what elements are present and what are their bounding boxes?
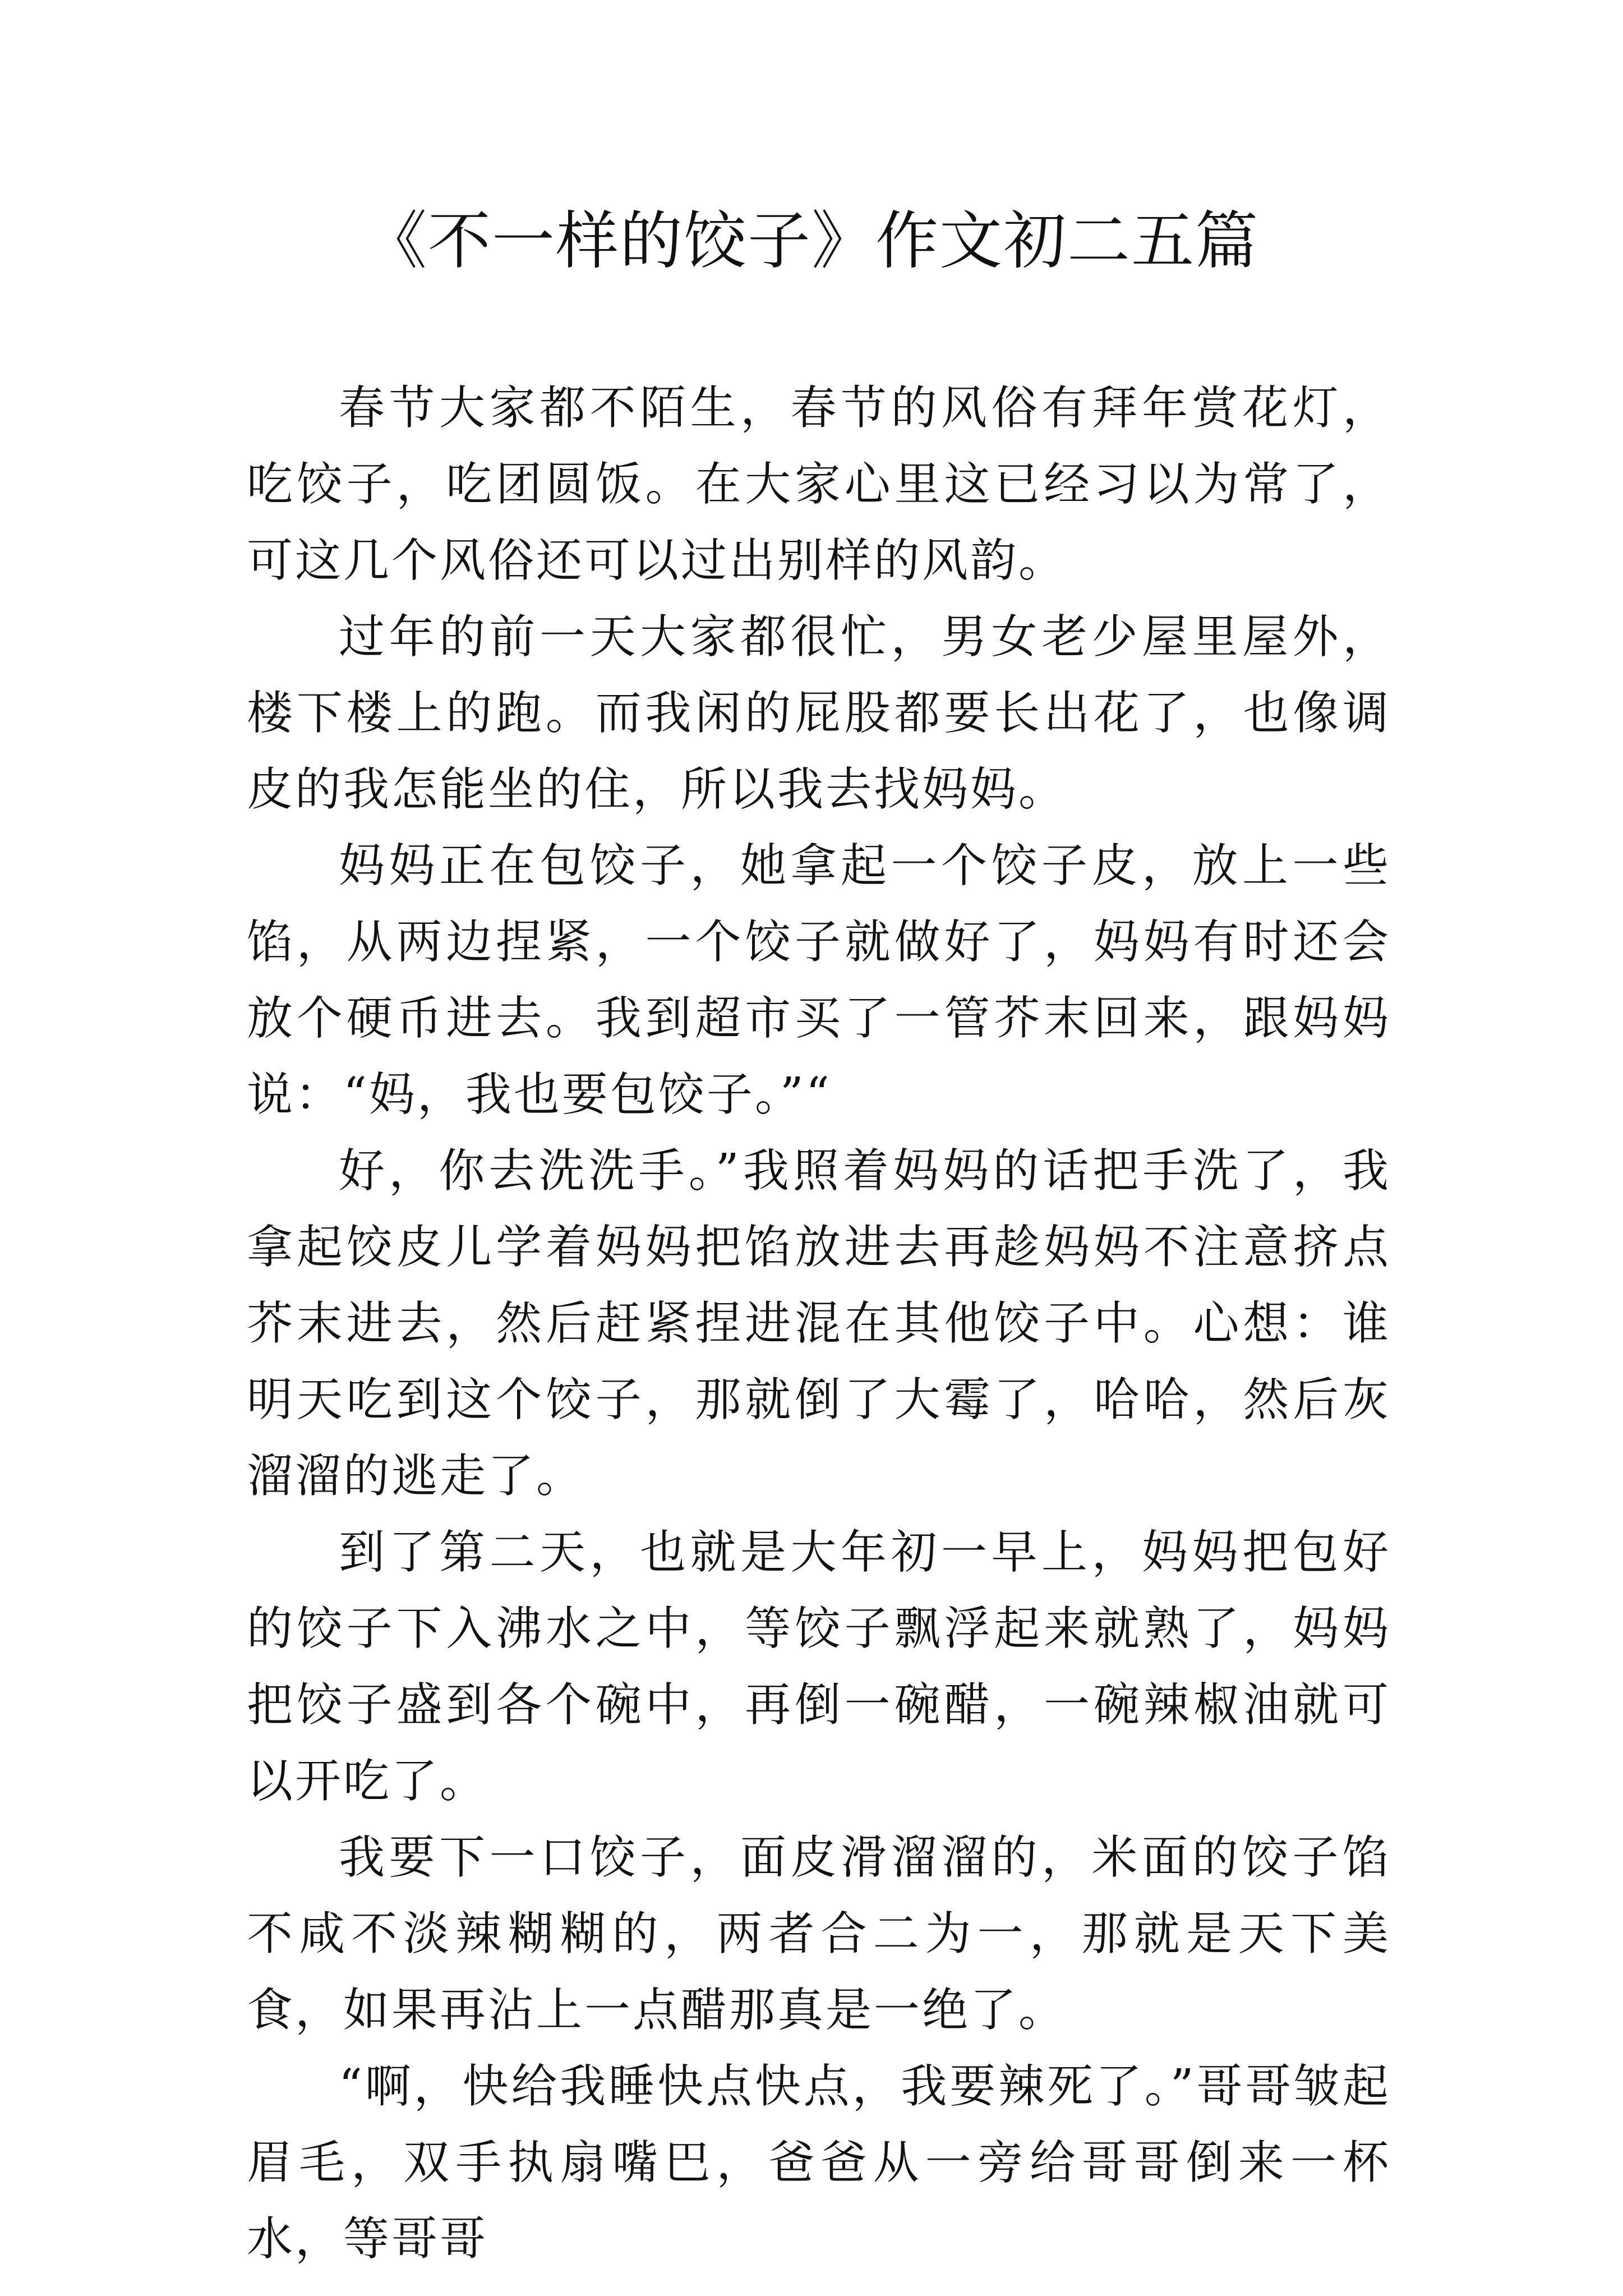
paragraph: 过年的前一天大家都很忙，男女老少屋里屋外，楼下楼上的跑。而我闲的屁股都要长出花了，也像调皮的我怎能坐的住，所以我去找妈妈。	[247, 610, 1391, 816]
paragraph: “啊，快给我睡快点快点，我要辣死了。”哥哥皱起眉毛，双手执扇嘴巴，爸爸从一旁给哥哥倒来一杯水，等哥哥	[247, 2060, 1391, 2266]
paragraph: 春节大家都不陌生，春节的风俗有拜年赏花灯，吃饺子，吃团圆饭。在大家心里这已经习以为常了，可这几个风俗还可以过出别样的风韵。	[247, 381, 1391, 587]
paragraph: 到了第二天，也就是大年初一早上，妈妈把包好的饺子下入沸水之中，等饺子飘浮起来就熟了，妈妈把饺子盛到各个碗中，再倒一碗醋，一碗辣椒油就可以开吃了。	[247, 1526, 1391, 1808]
paragraph: 妈妈正在包饺子，她拿起一个饺子皮，放上一些馅，从两边捏紧，一个饺子就做好了，妈妈有时还会放个硬币进去。我到超市买了一管芥末回来，跟妈妈说：“妈，我也要包饺子。”“	[247, 839, 1391, 1121]
paragraph: 好，你去洗洗手。”我照着妈妈的话把手洗了，我拿起饺皮儿学着妈妈把馅放进去再趁妈妈不注意挤点芥末进去，然后赶紧捏进混在其他饺子中。心想：谁明天吃到这个饺子，那就倒了大霉了，哈哈，然后灰溜溜的逃走了。	[247, 1144, 1391, 1503]
document-title: 《不一样的饺子》作文初二五篇	[364, 205, 1259, 278]
document-body	[247, 370, 1391, 2277]
paragraph: 我要下一口饺子，面皮滑溜溜的，米面的饺子馅不咸不淡辣糊糊的，两者合二为一，那就是天下美食，如果再沾上一点醋那真是一绝了。	[247, 1831, 1391, 2037]
